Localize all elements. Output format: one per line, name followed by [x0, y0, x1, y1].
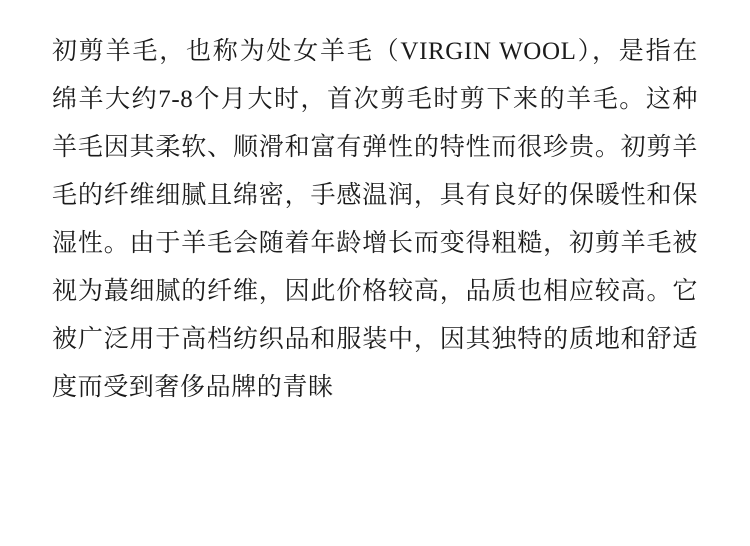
document-paragraph: 初剪羊毛，也称为处女羊毛（VIRGIN WOOL），是指在绵羊大约7-8个月大时，首次剪毛时剪下来的羊毛。这种羊毛因其柔软、顺滑和富有弹性的特性而很珍贵。初剪羊毛的纤维细腻且绵密，手感温润，具有良好的保暖性和保湿性。由于羊毛会随着年龄增长而变得粗糙，初剪羊毛被视为蕞细腻的纤维，因此价格较高，品质也相应较高。它被广泛用于高档纺织品和服装中，因其独特的质地和舒适度而受到奢侈品牌的青睐	[52, 38, 698, 401]
